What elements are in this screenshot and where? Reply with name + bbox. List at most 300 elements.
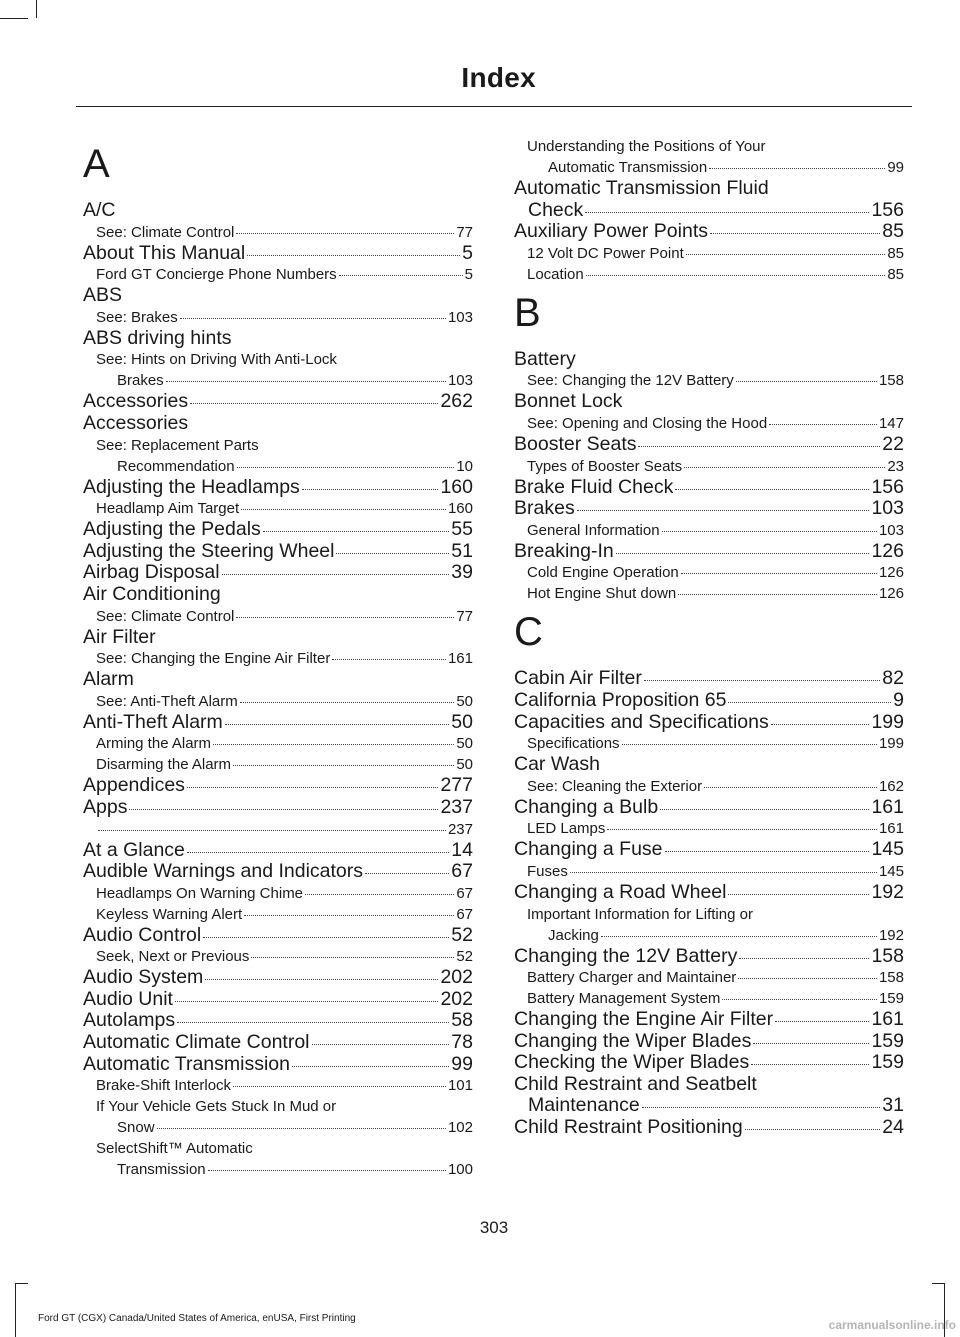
section-letter: C: [514, 610, 543, 655]
entry-text: California Proposition 65: [514, 688, 727, 711]
entry-text: See: Opening and Closing the Hood: [527, 414, 768, 432]
dot-leader: [704, 787, 877, 788]
dot-leader: [339, 275, 463, 276]
index-entry: [83, 1010, 473, 1032]
index-subentry: [83, 349, 473, 391]
entry-text: See: Climate Control: [96, 223, 235, 241]
crop-mark: [15, 1283, 28, 1284]
entry-continuation: [527, 157, 904, 178]
index-entry: [514, 1031, 904, 1053]
index-entry: [514, 1052, 904, 1074]
page-ref: 158: [878, 372, 904, 390]
index-subentry: [83, 498, 473, 519]
entry-text: Brakes: [117, 372, 164, 390]
entry-text: Changing the 12V Battery: [514, 944, 738, 967]
index-subentry: [514, 264, 904, 285]
index-entry: [514, 1117, 904, 1139]
entry-text: About This Manual: [83, 241, 246, 264]
index-subentry: [514, 413, 904, 434]
entry-text: Understanding the Positions of Your: [527, 138, 766, 155]
index-column-left: [83, 136, 473, 1180]
page-ref: 52: [451, 923, 473, 946]
index-subentry: [83, 754, 473, 775]
entry-text: See: Anti-Theft Alarm: [96, 692, 238, 710]
index-entry: [514, 946, 904, 968]
entry-text: Battery Management System: [527, 990, 721, 1008]
dot-leader: [157, 1128, 446, 1129]
entry-text: Changing a Bulb: [514, 795, 659, 818]
dot-leader: [607, 829, 877, 830]
index-subentry: [83, 1096, 473, 1138]
entry-text: Keyless Warning Alert: [96, 905, 243, 923]
page-ref: 103: [447, 372, 473, 390]
index-entry: [83, 712, 473, 734]
index-entry: [83, 775, 473, 797]
entry-text: Automatic Transmission: [83, 1052, 290, 1075]
entry-text: Types of Booster Seats: [527, 457, 683, 475]
page-ref: 85: [887, 265, 904, 283]
entry-text: Accessories: [83, 390, 189, 413]
dot-leader: [638, 446, 880, 447]
index-entry: [514, 1074, 904, 1117]
index-entry: [514, 477, 904, 499]
dot-leader: [98, 830, 446, 831]
dot-leader: [203, 937, 449, 938]
index-subentry: [83, 307, 473, 328]
index-subentry: [83, 1138, 473, 1180]
index-entry: [514, 668, 904, 690]
entry-text: Brake-Shift Interlock: [96, 1077, 232, 1095]
dot-leader: [190, 403, 438, 404]
entry-text: Location: [527, 265, 584, 283]
index-subentry: [514, 861, 904, 882]
index-entry: [83, 797, 473, 819]
dot-leader: [237, 467, 455, 468]
page-ref: 9: [893, 688, 904, 711]
section-letter: A: [83, 142, 110, 186]
index-heading: Air Filter: [83, 625, 156, 648]
page-ref: 23: [887, 457, 904, 475]
entry-continuation: [96, 456, 473, 477]
entry-text: Changing a Road Wheel: [514, 880, 727, 903]
dot-leader: [585, 212, 869, 213]
page-ref: 50: [456, 735, 473, 753]
dot-leader: [332, 659, 446, 660]
index-subentry: [514, 733, 904, 754]
section-letter: B: [514, 290, 541, 335]
index-subentry: [514, 562, 904, 583]
page-ref: 158: [878, 969, 904, 987]
page-ref: 50: [456, 756, 473, 774]
entry-text: Changing a Fuse: [514, 838, 663, 861]
dot-leader: [738, 978, 877, 979]
entry-text: Fuses: [527, 862, 568, 880]
dot-leader: [213, 744, 454, 745]
page-number: 303: [479, 1218, 509, 1237]
entry-text: See: Brakes: [96, 308, 178, 326]
dot-leader: [208, 1170, 446, 1171]
page-ref: 103: [871, 497, 904, 520]
page-ref: 24: [882, 1116, 904, 1139]
page-ref: 22: [882, 432, 904, 455]
index-entry: [514, 221, 904, 243]
page-ref: 51: [451, 539, 473, 562]
header-divider: [76, 106, 912, 107]
footer-text: Ford GT (CGX) Canada/United States of America, enUSA, First Printing: [38, 1313, 356, 1324]
page-ref: 52: [456, 948, 473, 966]
entry-continuation: [96, 1159, 473, 1180]
page-ref: 159: [878, 990, 904, 1008]
page-ref: 39: [451, 561, 473, 584]
entry-continuation: [514, 1095, 904, 1117]
page-ref: 50: [456, 692, 473, 710]
entry-text: Audio Control: [83, 923, 202, 946]
page-ref: 126: [878, 564, 904, 582]
dot-leader: [292, 1066, 449, 1067]
entry-text: General Information: [527, 521, 660, 539]
page-ref: 160: [447, 500, 473, 518]
dot-leader: [244, 915, 454, 916]
dot-leader: [570, 872, 877, 873]
page-ref: 199: [878, 735, 904, 753]
dot-leader: [241, 509, 446, 510]
dot-leader: [225, 724, 450, 725]
entry-text: Brake Fluid Check: [514, 475, 674, 498]
dot-leader: [302, 489, 439, 490]
page-ref: 14: [451, 838, 473, 861]
index-entry: [83, 243, 473, 265]
index-entry: [83, 925, 473, 947]
index-entry: [83, 967, 473, 989]
index-subentry: [83, 691, 473, 712]
entry-continuation: [96, 370, 473, 391]
page-ref: 147: [878, 414, 904, 432]
crop-mark: [36, 0, 37, 18]
page-ref: 161: [871, 1008, 904, 1031]
dot-leader: [205, 979, 438, 980]
index-entry: [514, 882, 904, 904]
index-entry: [514, 541, 904, 563]
entry-text: See: Replacement Parts: [96, 436, 259, 454]
dot-leader: [751, 1064, 869, 1065]
dot-leader: [240, 702, 455, 703]
page-ref: 101: [447, 1077, 473, 1095]
page-ref: 202: [440, 987, 473, 1010]
dot-leader: [222, 574, 450, 575]
page-ref: 67: [456, 884, 473, 902]
page-ref: 31: [882, 1094, 904, 1117]
index-entry: [83, 541, 473, 563]
entry-text: Changing the Wiper Blades: [514, 1029, 752, 1052]
page-ref: 67: [451, 860, 473, 883]
index-entry: [83, 1032, 473, 1054]
entry-text: Adjusting the Headlamps: [83, 475, 300, 498]
index-entry: [514, 839, 904, 861]
page-ref: 160: [440, 475, 473, 498]
page-ref: 161: [447, 650, 473, 668]
entry-text: Cold Engine Operation: [527, 564, 679, 582]
watermark: carmanualsonline.info: [828, 1318, 956, 1332]
dot-leader: [312, 1044, 450, 1045]
entry-text: Ford GT Concierge Phone Numbers: [96, 266, 337, 284]
page-ref: 156: [871, 198, 904, 221]
entry-text: Automatic Climate Control: [83, 1031, 310, 1054]
page-ref: 99: [451, 1052, 473, 1075]
index-entry: [83, 562, 473, 584]
index-subentry: [83, 1075, 473, 1096]
entry-text: Snow: [117, 1119, 155, 1137]
entry-text: Capacities and Specifications: [514, 710, 769, 733]
entry-text: Automatic Transmission: [548, 159, 708, 176]
dot-leader: [753, 1043, 869, 1044]
entry-text: Audible Warnings and Indicators: [83, 860, 364, 883]
dot-leader: [665, 851, 870, 852]
page-title: Index: [461, 62, 536, 93]
page-ref: 85: [882, 220, 904, 243]
index-entry: [83, 477, 473, 499]
index-entry: [514, 178, 904, 221]
dot-leader: [675, 489, 869, 490]
index-subentry: [83, 606, 473, 627]
dot-leader: [722, 999, 877, 1000]
page-ref: 50: [451, 710, 473, 733]
page-ref: 55: [451, 518, 473, 541]
index-entry: [514, 498, 904, 520]
entry-text: Breaking-In: [514, 539, 614, 562]
page-ref: 158: [871, 944, 904, 967]
page-ref: 126: [871, 539, 904, 562]
dot-leader: [642, 1107, 881, 1108]
page-ref: 77: [456, 223, 473, 241]
page-ref: 67: [456, 905, 473, 923]
page-ref: 192: [871, 880, 904, 903]
dot-leader: [616, 553, 870, 554]
dot-leader: [771, 724, 870, 725]
dot-leader: [681, 573, 877, 574]
index-subentry: [83, 819, 473, 840]
index-subentry: [83, 883, 473, 904]
index-entry: [83, 861, 473, 883]
entry-text: Maintenance: [528, 1094, 640, 1117]
entry-text: LED Lamps: [527, 820, 606, 838]
page-ref: 192: [878, 926, 904, 944]
dot-leader: [728, 894, 869, 895]
entry-text: Appendices: [83, 774, 185, 797]
page-ref: 103: [447, 308, 473, 326]
crop-mark: [932, 1283, 945, 1284]
index-subentry: [83, 904, 473, 925]
index-heading: Car Wash: [514, 753, 600, 776]
dot-leader: [622, 744, 877, 745]
dot-leader: [365, 873, 449, 874]
index-column-right: [514, 136, 904, 1139]
index-subentry: [514, 776, 904, 797]
dot-leader: [166, 381, 446, 382]
entry-text: Adjusting the Pedals: [83, 518, 261, 541]
index-subentry: [514, 583, 904, 604]
page-ref: 237: [447, 820, 473, 838]
page-ref: 82: [882, 667, 904, 690]
entry-continuation: [527, 925, 904, 946]
dot-leader: [263, 531, 450, 532]
entry-text: Adjusting the Steering Wheel: [83, 539, 335, 562]
entry-text: See: Climate Control: [96, 607, 235, 625]
index-entry: [514, 712, 904, 734]
index-entry: [514, 797, 904, 819]
crop-mark: [0, 18, 28, 19]
entry-text: Cabin Air Filter: [514, 667, 642, 690]
entry-text: Arming the Alarm: [96, 735, 212, 753]
entry-text: At a Glance: [83, 838, 185, 861]
dot-leader: [586, 275, 886, 276]
index-entry: [83, 391, 473, 413]
page-ref: 145: [871, 838, 904, 861]
index-subentry: [83, 435, 473, 477]
entry-text: Check: [528, 198, 584, 221]
dot-leader: [710, 233, 880, 234]
index-heading: Air Conditioning: [83, 582, 221, 605]
entry-text: Child Restraint Positioning: [514, 1116, 743, 1139]
dot-leader: [236, 233, 454, 234]
index-entry: [514, 434, 904, 456]
page-ref: 77: [456, 607, 473, 625]
index-subentry: [514, 520, 904, 541]
index-heading: Battery: [514, 347, 576, 370]
dot-leader: [233, 765, 454, 766]
dot-leader: [247, 255, 460, 256]
entry-continuation: [514, 200, 904, 222]
dot-leader: [236, 617, 454, 618]
entry-text: Apps: [83, 795, 128, 818]
index-heading: A/C: [83, 199, 116, 221]
dot-leader: [739, 958, 869, 959]
page-ref: 100: [447, 1161, 473, 1179]
index-heading: ABS driving hints: [83, 326, 232, 349]
index-subentry: [83, 946, 473, 967]
dot-leader: [233, 1086, 446, 1087]
page-ref: 126: [878, 585, 904, 603]
dot-leader: [745, 1129, 881, 1130]
index-entry: [514, 1009, 904, 1031]
entry-text: Anti-Theft Alarm: [83, 710, 223, 733]
entry-text: See: Hints on Driving With Anti-Lock: [96, 351, 337, 369]
page-ref: 159: [871, 1029, 904, 1052]
index-subentry: [83, 264, 473, 285]
page-ref: 277: [440, 774, 473, 797]
dot-leader: [336, 553, 449, 554]
entry-text: Important Information for Lifting or: [527, 905, 753, 923]
dot-leader: [187, 787, 439, 788]
index-entry: [83, 519, 473, 541]
page-ref: 161: [871, 795, 904, 818]
entry-text: Headlamp Aim Target: [96, 500, 240, 518]
entry-text: Automatic Transmission Fluid: [514, 177, 769, 199]
entry-text: Brakes: [514, 497, 575, 520]
index-heading: Alarm: [83, 668, 134, 691]
index-entry: [514, 690, 904, 712]
page-ref: 202: [440, 966, 473, 989]
index-entry: [83, 840, 473, 862]
dot-leader: [769, 424, 877, 425]
dot-leader: [187, 852, 449, 853]
dot-leader: [736, 381, 877, 382]
dot-leader: [601, 936, 877, 937]
dot-leader: [180, 318, 446, 319]
index-subentry: [83, 222, 473, 243]
page-ref: 102: [447, 1119, 473, 1137]
entry-text: Battery Charger and Maintainer: [527, 969, 737, 987]
page-ref: 10: [456, 457, 473, 475]
entry-continuation: [96, 1117, 473, 1138]
dot-leader: [577, 510, 870, 511]
entry-text: See: Changing the 12V Battery: [527, 372, 734, 390]
entry-text: 12 Volt DC Power Point: [527, 244, 684, 262]
page-ref: 5: [464, 266, 473, 284]
dot-leader: [129, 809, 438, 810]
index-heading: Accessories: [83, 411, 189, 434]
dot-leader: [775, 1021, 869, 1022]
index-subentry: [83, 648, 473, 669]
index-subentry: [514, 904, 904, 946]
index-entry: [83, 1054, 473, 1076]
entry-text: Transmission: [117, 1161, 206, 1179]
page-ref: 237: [440, 795, 473, 818]
entry-text: Jacking: [548, 926, 599, 944]
page-ref: 262: [440, 390, 473, 413]
entry-text: Changing the Engine Air Filter: [514, 1008, 774, 1031]
entry-text: Seek, Next or Previous: [96, 948, 250, 966]
index-subentry: [83, 733, 473, 754]
entry-text: Airbag Disposal: [83, 561, 220, 584]
index-heading: ABS: [83, 284, 123, 307]
dot-leader: [660, 809, 869, 810]
entry-text: See: Cleaning the Exterior: [527, 777, 703, 795]
entry-text: Child Restraint and Seatbelt: [514, 1072, 757, 1095]
entry-text: Audio Unit: [83, 987, 173, 1010]
dot-leader: [305, 894, 454, 895]
dot-leader: [709, 168, 885, 169]
page-ref: 99: [887, 159, 904, 176]
entry-text: Autolamps: [83, 1009, 176, 1032]
index-subentry: [514, 370, 904, 391]
index-heading: Bonnet Lock: [514, 390, 623, 413]
dot-leader: [684, 467, 885, 468]
dot-leader: [686, 254, 886, 255]
entry-text: Auxiliary Power Points: [514, 220, 708, 243]
entry-text: Audio System: [83, 966, 204, 989]
index-subentry: [514, 988, 904, 1009]
dot-leader: [662, 531, 877, 532]
page-ref: 161: [878, 820, 904, 838]
crop-mark: [15, 1283, 16, 1337]
entry-text: Checking the Wiper Blades: [514, 1051, 750, 1074]
index-subentry: [514, 243, 904, 264]
page-ref: 159: [871, 1051, 904, 1074]
page-ref: 58: [451, 1009, 473, 1032]
entry-text: SelectShift™ Automatic: [96, 1140, 253, 1158]
index-subentry: [514, 818, 904, 839]
index-subentry: [514, 136, 904, 178]
index-subentry: [514, 967, 904, 988]
index-entry: [83, 989, 473, 1011]
index-subentry: [514, 456, 904, 477]
page-ref: 145: [878, 862, 904, 880]
entry-text: Booster Seats: [514, 432, 637, 455]
dot-leader: [678, 594, 877, 595]
page-ref: 162: [878, 777, 904, 795]
entry-text: Recommendation: [117, 457, 235, 475]
dot-leader: [251, 957, 454, 958]
